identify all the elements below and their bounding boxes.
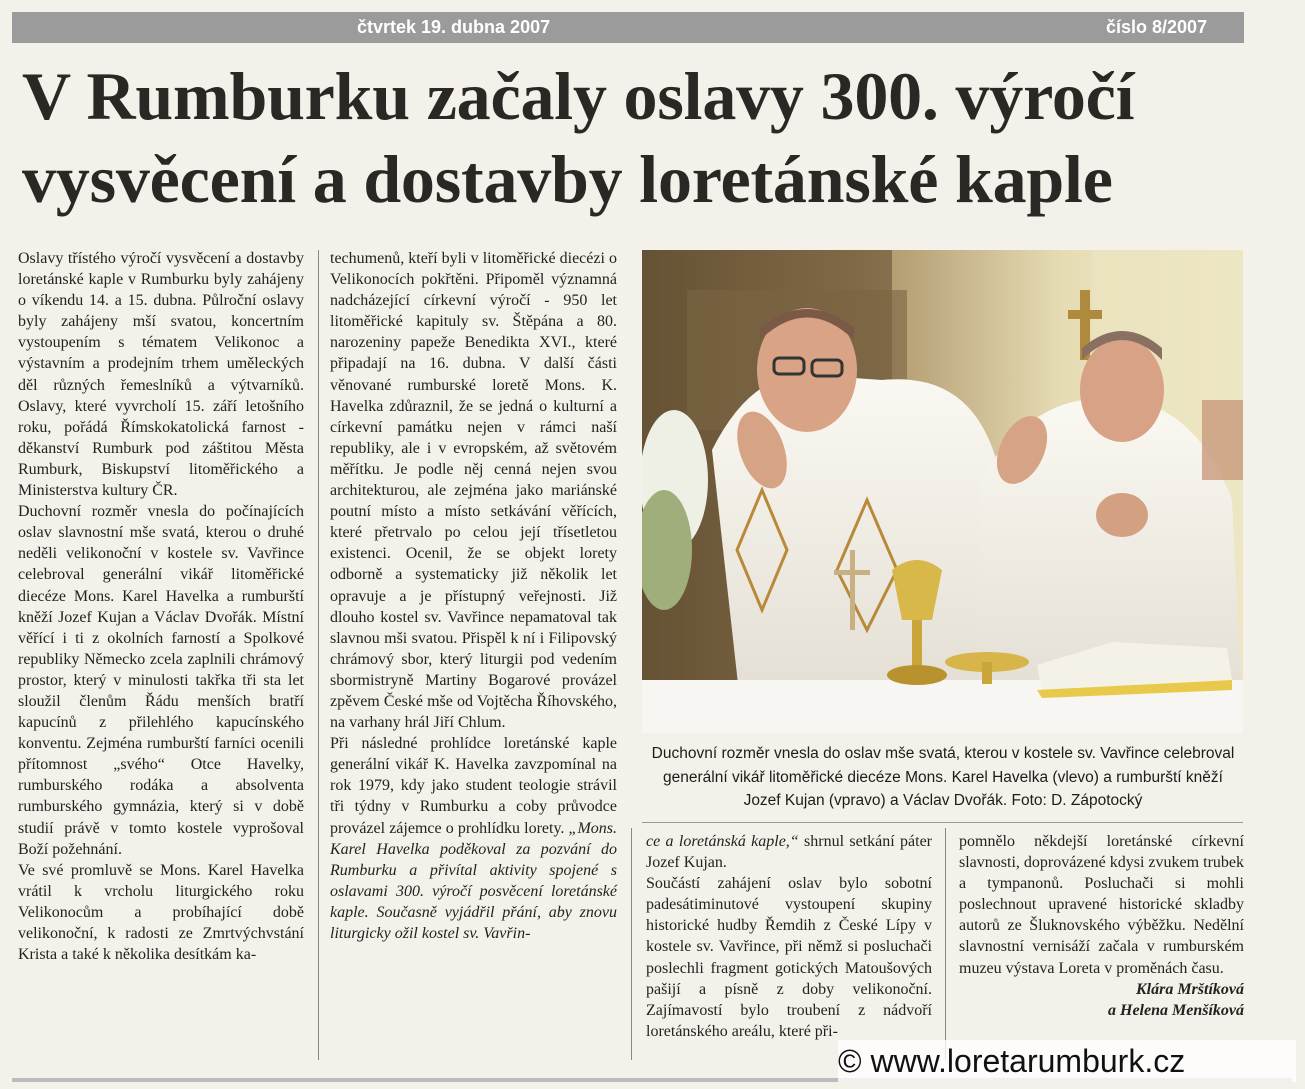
author-signature: Klára Mrštíková — [1135, 980, 1244, 998]
article-column-4 — [959, 831, 1244, 1021]
paragraph: Ve své promluvě se Mons. Karel Havelka vrátil k vrcholu liturgického roku Velikonocům a probíhající době velikonoční, k radosti ze Zmrtvýchvstání Krista a také k několika desítkám ka- — [18, 861, 304, 964]
paragraph-text: Při následné prohlídce loretánské kaple generální vikář K. Havelka zavzpomínal na rok 1979, kdy jako student teologie strávil tři týdny v Rumburku a coby průvodce provázel zájemce o prohlídku lorety. — [330, 735, 617, 837]
column-divider — [631, 828, 632, 1060]
paragraph: Duchovní rozměr vnesla do počínajících oslav slavnostní mše svatá, kterou o druhé neděli velikonoční v kostele sv. Vavřince celebroval generální vikář litoměřické diecéze Mons. Karel Havelka a rumburští kněží Jozef Kujan a Václav Dvořák. Místní věřící i ti z okolních farností a Spolkové republiky Německo zcela zaplnili chrámový prostor, který v minulosti takřka tři sta let sloužil členům Řádu menších bratří kapucínů z přilehlého kapucínského konventu. Zejména rumburští farníci ocenili přítomnost „svého“ Otce Havelky, rumburského rodáka a absolventa rumburského gymnázia, který si v době studií právě v tomto kostele vyprošoval Boží požehnání. — [18, 503, 304, 858]
quote-text: ce a loretánská kaple,“ — [646, 833, 799, 850]
article-column-3 — [646, 831, 932, 1042]
column-divider — [945, 828, 946, 1060]
photo-celebration-mass — [642, 250, 1243, 733]
issue-number: číslo 8/2007 — [1106, 17, 1208, 37]
paragraph — [330, 733, 617, 944]
paragraph: Oslavy třístého výročí vysvěcení a dostavby loretánské kaple v Rumburku byly zahájeny o víkendu 14. a 15. dubna. Půlroční oslavy byly zahájeny mší svatou, koncertním vystoupením s tématem Velikonoc a výstavním a prodejním trhem uměleckých děl různých řemeslníků a výtvarníků. Oslavy, které vyvrcholí 15. září letošního roku, pořádá Římskokatolická farnost - děkanství Rumburk pod záštitou Města Rumburk, Biskupství litoměřického a Ministerstva kultury ČR. — [18, 250, 304, 500]
column-divider — [318, 250, 319, 1060]
paragraph: Součástí zahájení oslav bylo sobotní padesátiminutové vystoupení skupiny historické hudby Řemdih z České Lípy v kostele sv. Vavřince, při němž si posluchači poslechli fragment gotických Matoušových pašijí a písně z doby velikonoční. Zajímavostí bylo troubení z nádvoří loretánského areálu, které při- — [646, 875, 932, 1040]
copyright-watermark: © www.loretarumburk.cz — [838, 1040, 1296, 1082]
paragraph: pomnělo někdejší loretánské církevní slavnosti, doprovázené kdysi zvukem trubek a tympanonů. Posluchači si mohli poslechnout upravené historické skladby autorů ze Šluknovského výběžku. Nedělní slavnostní vernisáží začala v rumburském muzeu výstava Loreta v proměnách času. — [959, 833, 1244, 977]
article-column-1 — [18, 248, 304, 965]
paragraph-text: shrnul setkání páter Jozef Kujan. — [646, 833, 933, 872]
paragraph — [646, 831, 932, 873]
author-signature: a Helena Menšíková — [1108, 1001, 1244, 1019]
quote-text: „Mons. Karel Havelka poděkoval za pozvání do Rumburku a přivítal aktivity spojené s oslavami 300. výročí posvěcení loretánské kaple. Současně vyjádřil přání, aby znovu liturgicky ožil kostel sv. Vavřin- — [330, 819, 617, 942]
article-column-2 — [330, 248, 617, 944]
header-bar — [12, 12, 1244, 43]
issue-date: čtvrtek 19. dubna 2007 — [357, 17, 551, 37]
caption-divider — [642, 822, 1243, 823]
paragraph: techumenů, kteří byli v litoměřické diecézi o Velikonocích pokřtěni. Připoměl významná nadcházející církevní výročí - 950 let litoměřické kapituly sv. Štěpána a 80. narozeniny papeže Benedikta XVI., které připadají na 16. dubna. V další části věnované rumburské loretě Mons. K. Havelka zdůraznil, že se jedná o kulturní a církevní památku nejen v rámci naší republiky, ale i v evropském, až světovém měřítku. Je podle něj cenná nejen svou architekturou, ale zejména jako mariánské poutní místo a místo setkávání věřících, které přetrvalo po celou její třísetletou existenci. Ocenil, že se objekt lorety odborně a systematicky již několik let opravuje a je přístupný veřejnosti. Již dlouho kostel sv. Vavřince nepamatoval tak slavnou mši svatou. Přispěl k ní i Filipovský chrámový sbor, který liturgii pod vedením sbormistryně Martiny Bogarové provázel zpěvem České mše od Vojtěcha Říhovského, na varhany hrál Jiří Chlum. — [330, 250, 617, 732]
photo-caption: Duchovní rozměr vnesla do oslav mše svatá, kterou v kostele sv. Vavřince celebroval generální vikář litoměřické diecéze Mons. Karel Havelka (vlevo) a rumburští kněží Jozef Kujan (vpravo) a Václav Dvořák. Foto: D. Zápotocký — [651, 745, 1235, 809]
headline: V Rumburku začaly oslavy 300. výročí vysvěcení a dostavby loretánské kaple — [22, 58, 1135, 217]
